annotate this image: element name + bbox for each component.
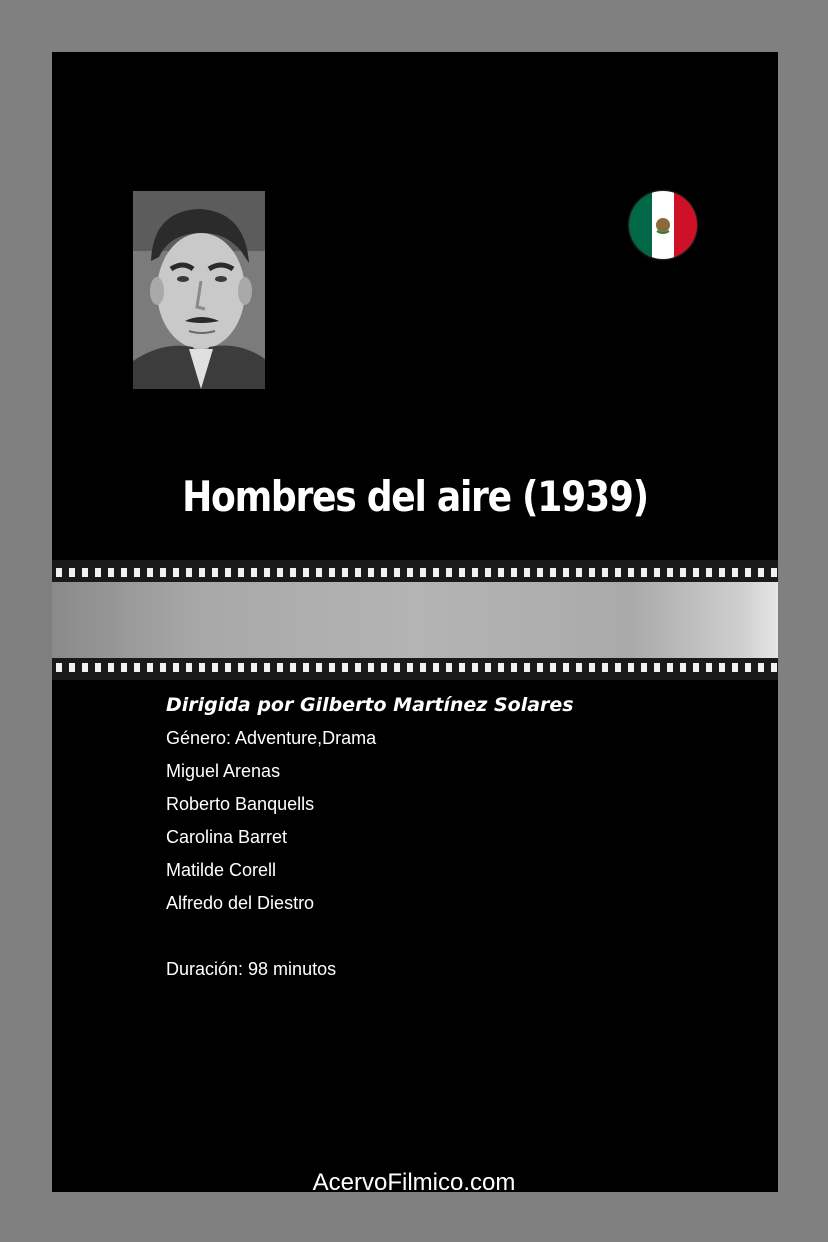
actor-portrait-image — [133, 191, 265, 389]
movie-title: Hombres del aire (1939) — [182, 472, 648, 521]
movie-poster — [52, 52, 778, 1192]
film-frame — [52, 582, 778, 658]
director-line: Dirigida por Gilberto Martínez Solares — [166, 694, 574, 716]
cast-member: Alfredo del Diestro — [166, 893, 315, 913]
duration-line: Duración: 98 minutos — [166, 959, 337, 979]
film-strip-graphic — [52, 560, 778, 680]
cast-member: Miguel Arenas — [166, 761, 281, 781]
site-footer-text: AcervoFilmico.com — [312, 1169, 516, 1196]
film-perforations-bottom — [56, 663, 778, 672]
cast-member: Carolina Barret — [166, 827, 288, 847]
mexico-flag-icon — [629, 191, 697, 259]
genre-line: Género: Adventure,Drama — [166, 728, 377, 748]
actor-portrait — [133, 191, 265, 389]
cast-member: Matilde Corell — [166, 860, 277, 880]
credits-block — [166, 692, 574, 986]
cast-member: Roberto Banquells — [166, 794, 315, 814]
film-perforations-top — [56, 568, 778, 577]
